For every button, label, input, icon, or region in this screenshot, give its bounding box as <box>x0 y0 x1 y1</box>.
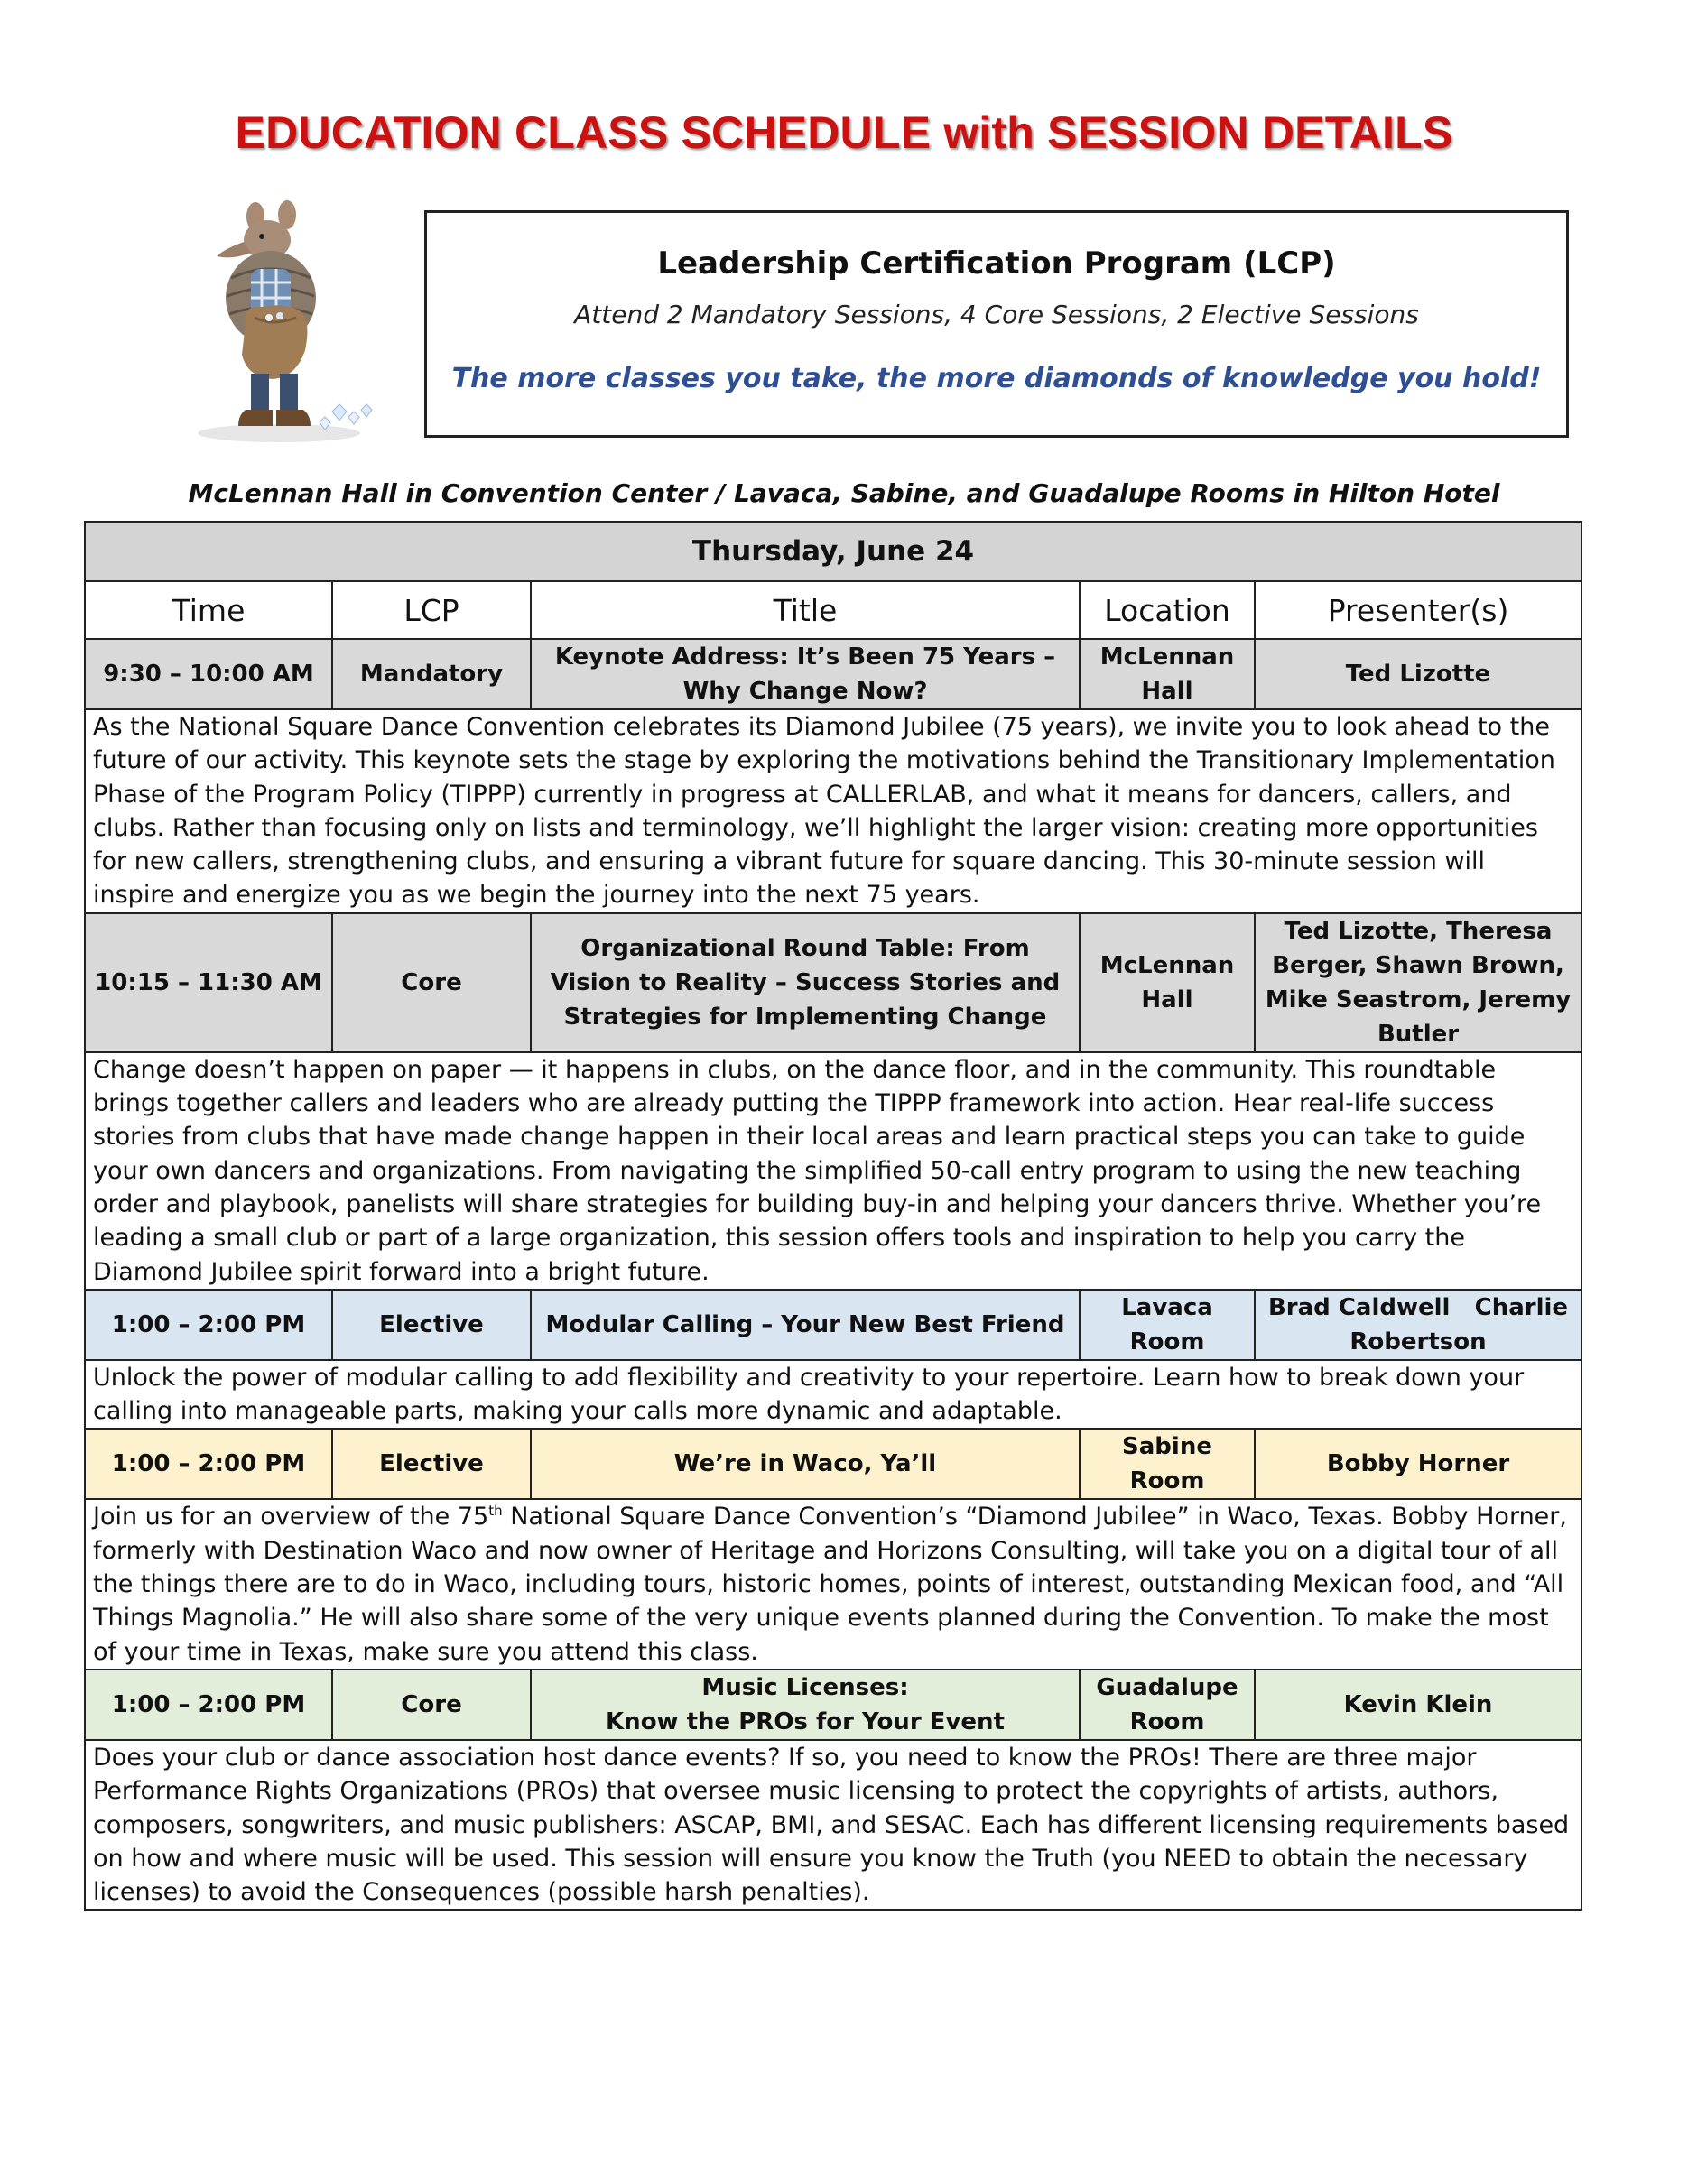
schedule-table <box>84 521 1582 1911</box>
lcp-tagline: The more classes you take, the more diamonds of knowledge you hold! <box>451 363 1542 394</box>
column-header-time: Time <box>85 581 332 639</box>
column-header-lcp: LCP <box>332 581 531 639</box>
session-location: McLennan Hall <box>1080 639 1255 709</box>
session-title-line: Music Licenses: <box>701 1673 909 1701</box>
session-presenters: Brad Caldwell Charlie Robertson <box>1255 1290 1581 1360</box>
session-lcp: Elective <box>332 1290 531 1360</box>
column-header-title: Title <box>531 581 1080 639</box>
table-row <box>85 913 1581 1052</box>
session-presenters: Ted Lizotte, Theresa Berger, Shawn Brown, Mike Seastrom, Jeremy Butler <box>1255 913 1581 1052</box>
session-title: Organizational Round Table: From Vision to Reality – Success Stories and Strategies for Implementing Change <box>531 913 1080 1052</box>
table-row <box>85 1290 1581 1360</box>
table-row <box>85 1429 1581 1499</box>
session-description: Unlock the power of modular calling to add flexibility and creativity to your repertoire. Learn how to break down your calling into manageable parts, making your calls more dynamic and adaptable. <box>85 1360 1581 1430</box>
description-part: Join us for an overview of the 75 <box>93 1503 489 1532</box>
session-description <box>85 1499 1581 1669</box>
session-lcp: Core <box>332 1670 531 1740</box>
session-location: Sabine Room <box>1080 1429 1255 1499</box>
day-header: Thursday, June 24 <box>85 522 1581 581</box>
lcp-title: Leadership Certification Program (LCP) <box>657 245 1336 282</box>
session-description-row <box>85 1499 1581 1669</box>
session-location: Lavaca Room <box>1080 1290 1255 1360</box>
session-time: 1:00 – 2:00 PM <box>85 1290 332 1360</box>
session-lcp: Core <box>332 913 531 1052</box>
session-description: Does your club or dance association host dance events? If so, you need to know the PROs! There are three major Performance Rights Organizations (PROs) that oversee music licensing to protect the copyrights of artists, authors, composers, songwriters, and music publishers: ASCAP, BMI, and SESAC. Each has different licensing requirements based on how and where music will be used. This session will ensure you know the Truth (you NEED to obtain the necessary licenses) to avoid the Consequences (possible harsh penalties). <box>85 1740 1581 1910</box>
column-header-location: Location <box>1080 581 1255 639</box>
session-lcp: Elective <box>332 1429 531 1499</box>
page-title: EDUCATION CLASS SCHEDULE with SESSION DETAILS <box>235 107 1453 158</box>
session-title: Modular Calling – Your New Best Friend <box>531 1290 1080 1360</box>
session-location: Guadalupe Room <box>1080 1670 1255 1740</box>
session-description: Change doesn’t happen on paper — it happens in clubs, on the dance floor, and in the community. This roundtable brings together callers and leaders who are already putting the TIPPP framework into action. Hear real-life success stories from clubs that have made change happen in their local areas and learn practical steps you can take to guide your own dancers and organizations. From navigating the simplified 50-call entry program to using the new teaching order and playbook, panelists will share strategies for building buy-in and helping your dancers thrive. Whether you’re leading a small club or part of a large organization, this session offers tools and inspiration to help you carry the Diamond Jubilee spirit forward into a bright future. <box>85 1052 1581 1290</box>
session-description-row <box>85 1740 1581 1910</box>
session-presenters: Ted Lizotte <box>1255 639 1581 709</box>
session-description-row <box>85 1052 1581 1290</box>
session-presenters: Bobby Horner <box>1255 1429 1581 1499</box>
ordinal-suffix: th <box>488 1503 503 1520</box>
session-time: 1:00 – 2:00 PM <box>85 1670 332 1740</box>
session-description: As the National Square Dance Convention celebrates its Diamond Jubilee (75 years), we invite you to look ahead to the future of our activity. This keynote sets the stage by exploring the motivations behind the Transitionary Implementation Phase of the Program Policy (TIPPP) currently in progress at CALLERLAB, and what it means for dancers, callers, and clubs. Rather than focusing only on lists and terminology, we’ll highlight the larger vision: creating more opportunities for new callers, strengthening clubs, and ensuring a vibrant future for square dancing. This 30-minute session will inspire and energize you as we begin the journey into the next 75 years. <box>85 709 1581 913</box>
session-time: 9:30 – 10:00 AM <box>85 639 332 709</box>
session-description-row <box>85 1360 1581 1430</box>
session-title-line: Know the PROs for Your Event <box>606 1707 1005 1735</box>
session-description-row <box>85 709 1581 913</box>
session-location: McLennan Hall <box>1080 913 1255 1052</box>
lcp-info-box <box>424 210 1569 438</box>
session-title: We’re in Waco, Ya’ll <box>531 1429 1080 1499</box>
table-row <box>85 639 1581 709</box>
lcp-requirements: Attend 2 Mandatory Sessions, 4 Core Sessions, 2 Elective Sessions <box>574 300 1419 329</box>
session-time: 10:15 – 11:30 AM <box>85 913 332 1052</box>
venue-line: McLennan Hall in Convention Center / Lavaca, Sabine, and Guadalupe Rooms in Hilton Hotel <box>188 478 1500 508</box>
session-title <box>531 1670 1080 1740</box>
session-time: 1:00 – 2:00 PM <box>85 1429 332 1499</box>
table-row <box>85 1670 1581 1740</box>
armadillo-mascot-icon <box>161 197 397 448</box>
description-part: National Square Dance Convention’s “Diamond Jubilee” in Waco, Texas. Bobby Horner, formerly with Destination Waco and now owner of Heritage and Horizons Consulting, will take you on a digital tour of all the things there are to do in Waco, including tours, historic homes, points of interest, outstanding Mexican food, and “All Things Magnolia.” He will also share some of the very unique events planned during the Convention. To make the most of your time in Texas, make sure you attend this class. <box>93 1503 1567 1666</box>
column-header-presenters: Presenter(s) <box>1255 581 1581 639</box>
session-lcp: Mandatory <box>332 639 531 709</box>
session-title: Keynote Address: It’s Been 75 Years – Why Change Now? <box>531 639 1080 709</box>
session-presenters: Kevin Klein <box>1255 1670 1581 1740</box>
